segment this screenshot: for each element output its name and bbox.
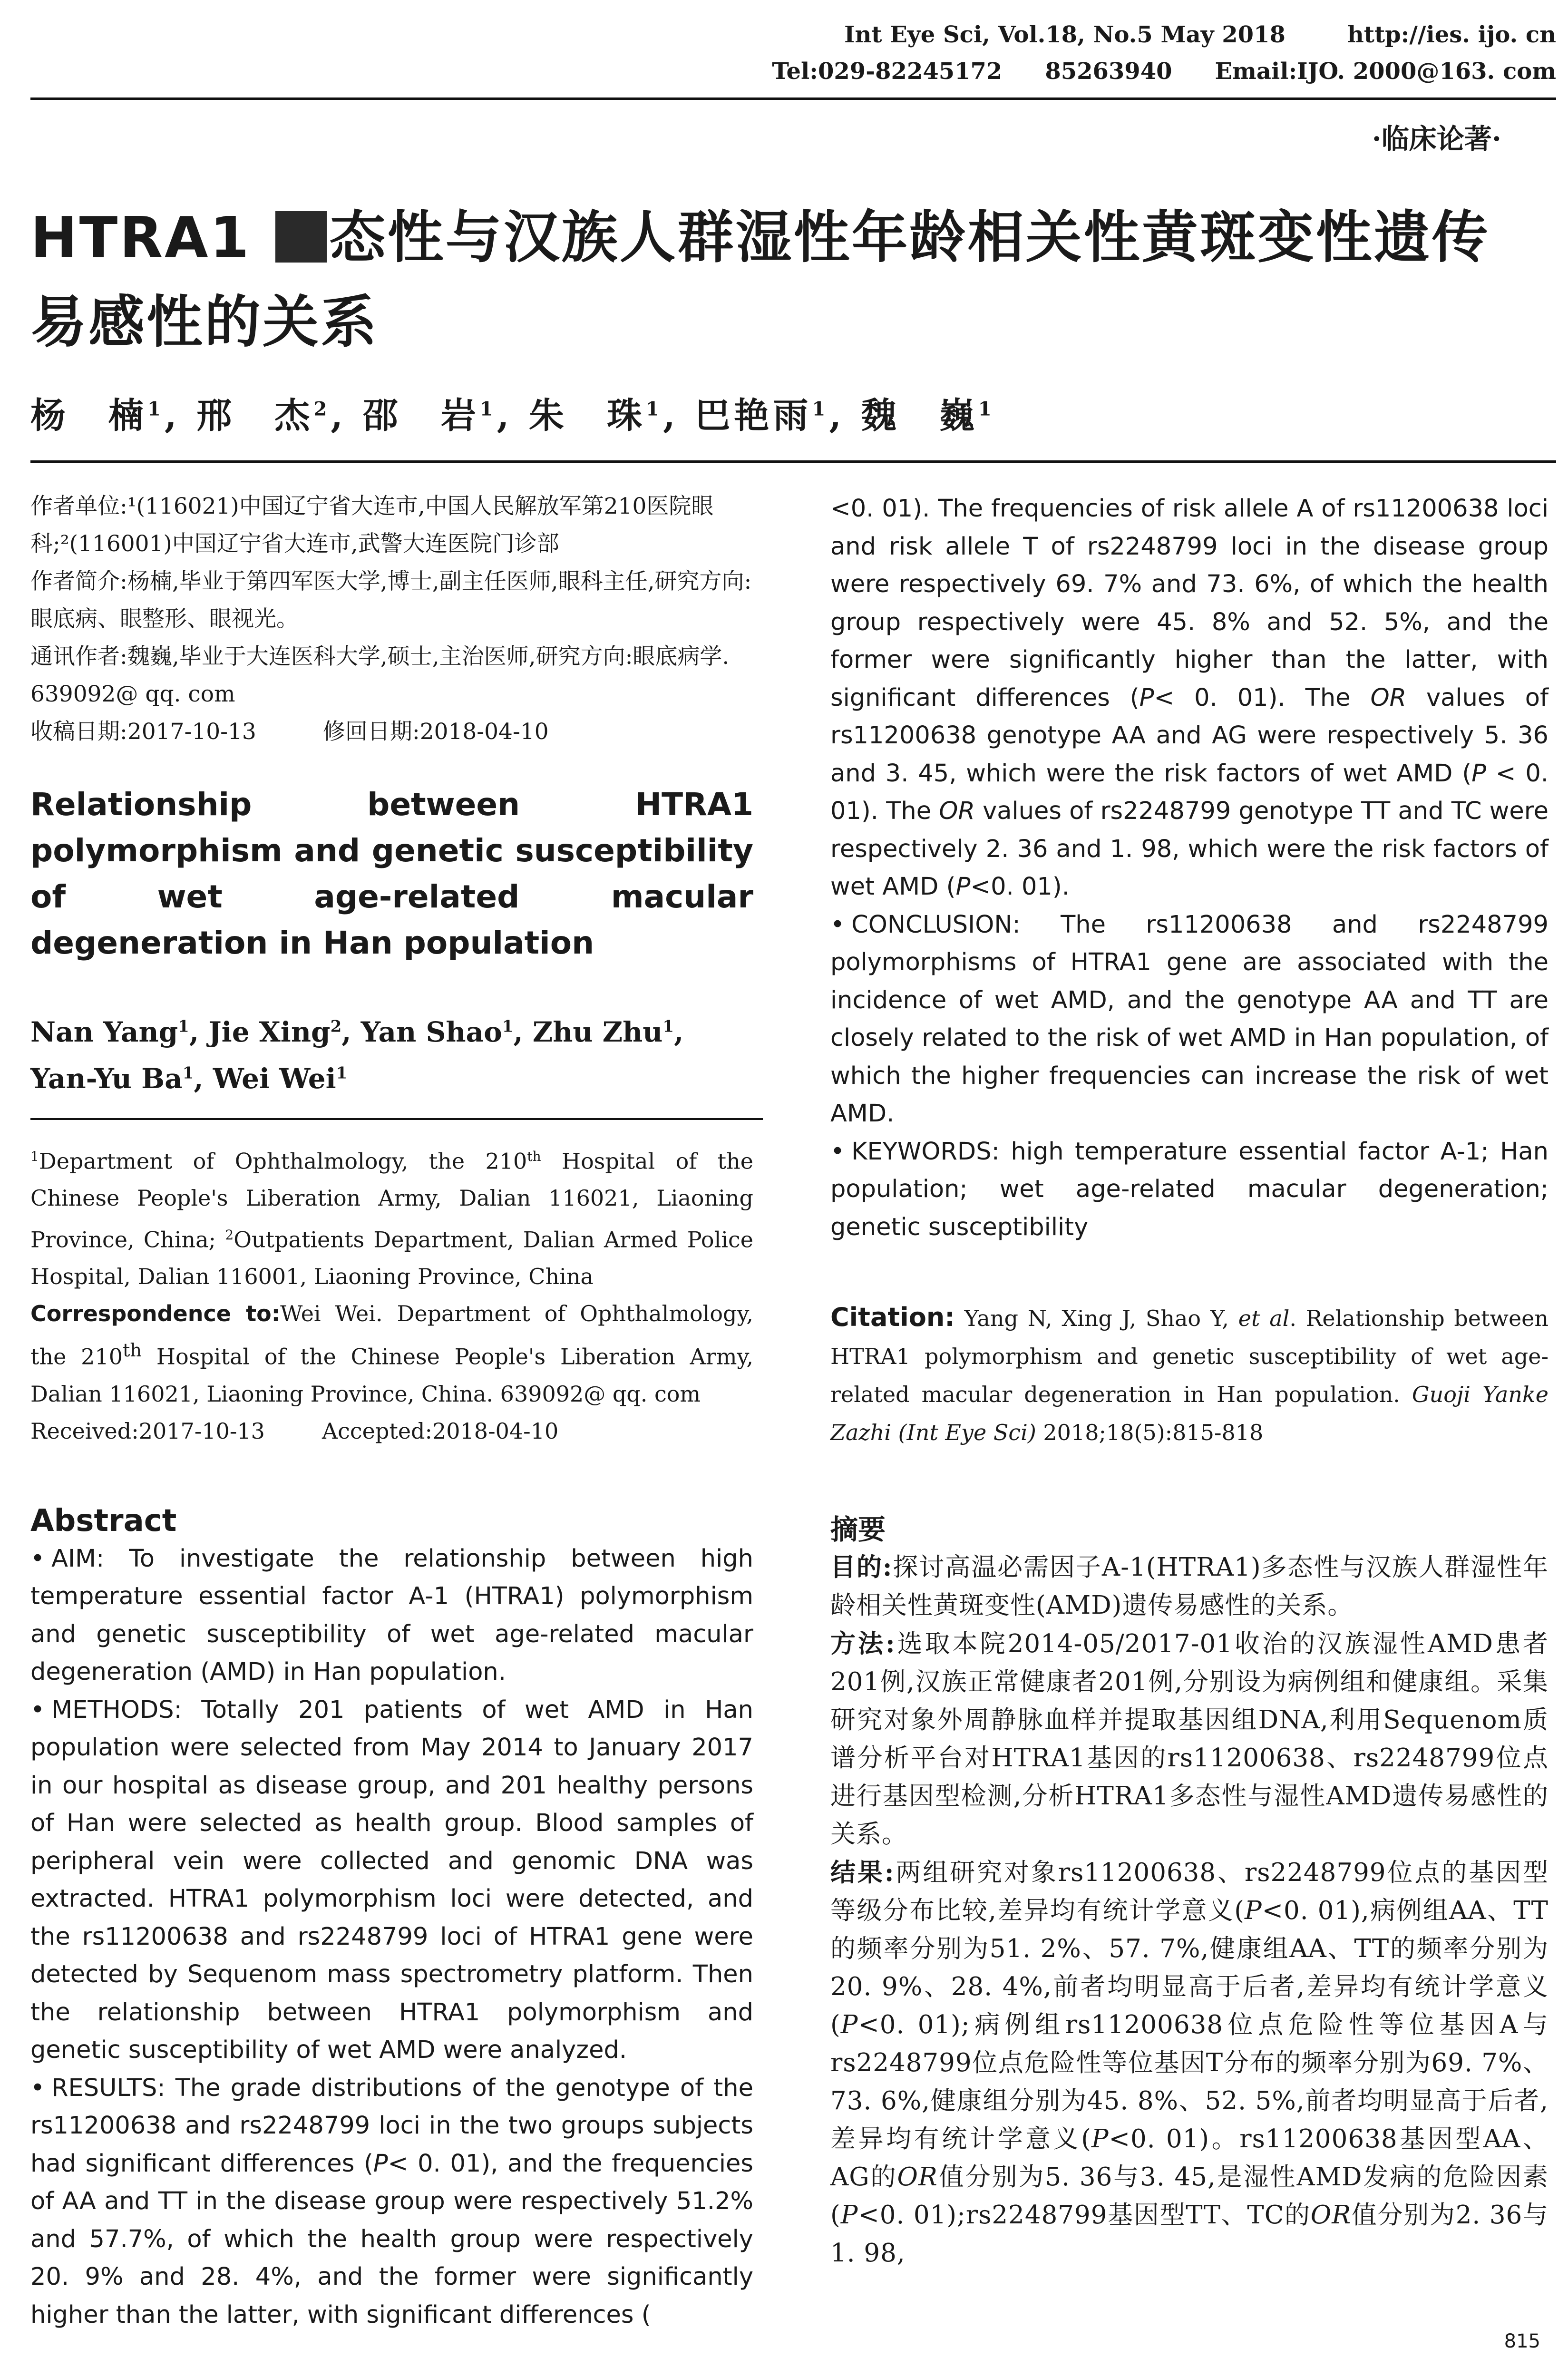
author-info-cn xyxy=(30,487,753,750)
cn-abstract-heading: 摘要 xyxy=(830,1513,886,1546)
title-line1-pre: HTRA1 xyxy=(30,205,273,270)
abstract-conclusion: • CONCLUSION: The rs11200638 and rs2248799 polymorphisms of HTRA1 gene are associated with the incidence of wet AMD, and the genotype AA and TT are closely related to the risk of wet AMD in Han population, of which the higher frequencies can increase the risk of wet AMD. xyxy=(830,910,1549,1128)
author-cn: 巴艳雨$^1$, xyxy=(695,395,846,436)
cn-abstract-methods: 方法:选取本院2014-05/2017-01收治的汉族湿性AMD患者201例,汉族正常健康者201例,分别设为病例组和健康组。采集研究对象外周静脉血样并提取基因组DNA,利用Sequenom质谱分析平台对HTRA1基因的rs11200638、rs2248799位点进行基因型检测,分析HTRA1多态性与湿性AMD遗传易感性的关系。 xyxy=(830,1629,1549,1849)
revised-date-cn: 修回日期:2018-04-10 xyxy=(322,719,549,745)
received-date-cn: 收稿日期:2017-10-13 xyxy=(30,719,256,745)
section-tag: ·临床论著· xyxy=(1372,123,1501,155)
journal-tel: Tel:029-82245172 xyxy=(772,58,1003,85)
correspondence-label: Correspondence to: xyxy=(30,1301,281,1327)
corresponding-author-cn: 通讯作者:魏巍,毕业于大连医科大学,硕士,主治医师,研究方向:眼底病学. 639092@ qq. com xyxy=(30,643,730,707)
page-number: 815 xyxy=(1504,2330,1540,2352)
abstract-heading: Abstract xyxy=(30,1503,177,1539)
authors-rule xyxy=(30,460,1556,463)
author-cn: 魏 巍$^1$ xyxy=(861,395,995,436)
journal-header xyxy=(844,21,1556,48)
author-en: Zhu Zhu$^1$, xyxy=(532,1016,684,1049)
abstract-continued xyxy=(830,490,1549,1246)
header-rule xyxy=(30,97,1556,100)
cn-abstract-aim: 目的:探讨高温必需因子A-1(HTRA1)多态性与汉族人群湿性年龄相关性黄斑变性(AMD)遗传易感性的关系。 xyxy=(830,1552,1549,1620)
author-en: Yan Shao$^1$, xyxy=(360,1016,533,1049)
abstract-body xyxy=(30,1540,753,2334)
dates-en xyxy=(30,1413,753,1450)
title-redacted-glyph xyxy=(275,211,327,263)
dates-cn xyxy=(30,713,753,750)
journal-email[interactable]: Email:IJO. 2000@163. com xyxy=(1215,58,1556,85)
author-cn: 邵 岩$^1$, xyxy=(362,395,513,436)
author-cn: 杨 楠$^1$, xyxy=(30,395,181,436)
paper-title xyxy=(30,195,1552,364)
author-en: Wei Wei$^1$ xyxy=(213,1062,348,1095)
author-en: Nan Yang$^1$, xyxy=(30,1016,209,1049)
journal-info: Int Eye Sci, Vol.18, No.5 May 2018 xyxy=(844,21,1286,48)
abstract-results-cont: <0. 01). The frequencies of risk allele A of rs11200638 loci and risk allele T of rs2248799 loci in the disease group were respectively 69. 7% and 73. 6%, of which the health group respectively were 45. 8% and 52. 5%, and the former were significantly higher than the latter, with significant differences (P< 0. 01). The OR values of rs11200638 genotype AA and AG were respectively 5. 36 and 3. 45, which were the risk factors of wet AMD (P < 0. 01). The OR values of rs2248799 genotype TT and TC were respectively 2. 36 and 1. 98, which were the risk factors of wet AMD (P<0. 01). xyxy=(830,495,1549,901)
accepted-date-en: Accepted:2018-04-10 xyxy=(321,1418,559,1444)
correspondence-en: Correspondence to:Wei Wei. Department of Ophthalmology, the 210th Hospital of the Chinese People's Liberation Army, Dalian 116021, Liaoning Province, China. 639092@ qq. com xyxy=(30,1301,753,1407)
received-date-en: Received:2017-10-13 xyxy=(30,1418,265,1444)
authors-en xyxy=(30,1006,753,1099)
journal-tel2: 85263940 xyxy=(1045,58,1172,85)
cn-abstract-results: 结果:两组研究对象rs11200638、rs2248799位点的基因型等级分布比较,差异均有统计学意义(P<0. 01),病例组AA、TT的频率分别为51. 2%、57. 7%,健康组AA、TT的频率分别为20. 9%、28. 4%,前者均明显高于后者,差异均有统计学意义(P<0. 01);病例组rs11200638位点危险性等位基因A与rs2248799位点危险性等位基因T分布的频率分别为69. 7%、73. 6%,健康组分别为45. 8%、52. 5%,前者均明显高于后者,差异均有统计学意义(P<0. 01)。rs11200638基因型AA、AG的OR值分别为5. 36与3. 45,是湿性AMD发病的危险因素(P<0. 01);rs2248799基因型TT、TC的OR值分别为2. 36与1. 98, xyxy=(830,1858,1549,2268)
author-unit: 作者单位:¹(116021)中国辽宁省大连市,中国人民解放军第210医院眼科;²(116001)中国辽宁省大连市,武警大连医院门诊部 xyxy=(30,493,714,557)
citation-label: Citation: xyxy=(830,1302,955,1332)
abstract-keywords: • KEYWORDS: high temperature essential factor A-1; Han population; wet age-related macular degeneration; genetic susceptibility xyxy=(830,1137,1549,1241)
contact-header xyxy=(772,58,1556,85)
left-column xyxy=(30,487,753,2334)
abstract-results: • RESULTS: The grade distributions of the genotype of the rs11200638 and rs2248799 loci in the two groups subjects had significant differences (P< 0. 01), and the frequencies of AA and TT in the disease group were respectively 51.2% and 57.7%, of which the health group were respectively 20. 9% and 28. 4%, and the former were significantly higher than the latter, with significant differences ( xyxy=(30,2074,753,2329)
affiliation-en: $^1$Department of Ophthalmology, the 210th Hospital of the Chinese People's Liberation Army, Dalian 116021, Liaoning Province, China; $^2$Outpatients Department, Dalian Armed Police Hospital, Dalian 116001, Liaoning Province, China xyxy=(30,1148,753,1290)
right-column xyxy=(830,490,1549,2272)
author-cn: 朱 珠$^1$, xyxy=(529,395,679,436)
author-cn: 邢 杰$^2$, xyxy=(196,395,347,436)
abstract-methods: • METHODS: Totally 201 patients of wet AMD in Han population were selected from May 2014 to January 2017 in our hospital as disease group, and 201 healthy persons of Han were selected as health group. Blood samples of peripheral vein were collected and genomic DNA was extracted. HTRA1 polymorphism loci were detected, and the rs11200638 and rs2248799 loci of HTRA1 gene were detected by Sequenom mass spectrometry platform. Then the relationship between HTRA1 polymorphism and genetic susceptibility of wet AMD were analyzed. xyxy=(30,1695,753,2065)
affiliation-rule xyxy=(30,1118,763,1120)
author-bio: 作者简介:杨楠,毕业于第四军医大学,博士,副主任医师,眼科主任,研究方向:眼底病、眼整形、眼视光。 xyxy=(30,568,752,632)
author-en: Yan-Yu Ba$^1$, xyxy=(30,1062,213,1095)
title-line1-post: 态性与汉族人群湿性年龄相关性黄斑变性遗传 xyxy=(329,205,1490,270)
abstract-aim: • AIM: To investigate the relationship between high temperature essential factor A-1 (HTRA1) polymorphism and genetic susceptibility of wet age-related macular degeneration (AMD) in Han population. xyxy=(30,1544,753,1686)
english-title: Relationship between HTRA1 polymorphism and genetic susceptibility of wet age-related macular degeneration in Han population xyxy=(30,786,753,961)
title-line2: 易感性的关系 xyxy=(30,289,379,355)
authors-cn xyxy=(30,388,995,438)
author-en: Jie Xing$^2$, xyxy=(208,1016,361,1049)
cn-abstract-body xyxy=(830,1548,1549,2272)
citation: Citation: Yang N, Xing J, Shao Y, et al. Relationship between HTRA1 polymorphism and genetic susceptibility of wet age-related macular degeneration in Han population. Guoji Yanke Zazhi (Int Eye Sci) 2018;18(5):815-818 xyxy=(830,1302,1549,1445)
journal-url[interactable]: http://ies. ijo. cn xyxy=(1347,21,1556,48)
